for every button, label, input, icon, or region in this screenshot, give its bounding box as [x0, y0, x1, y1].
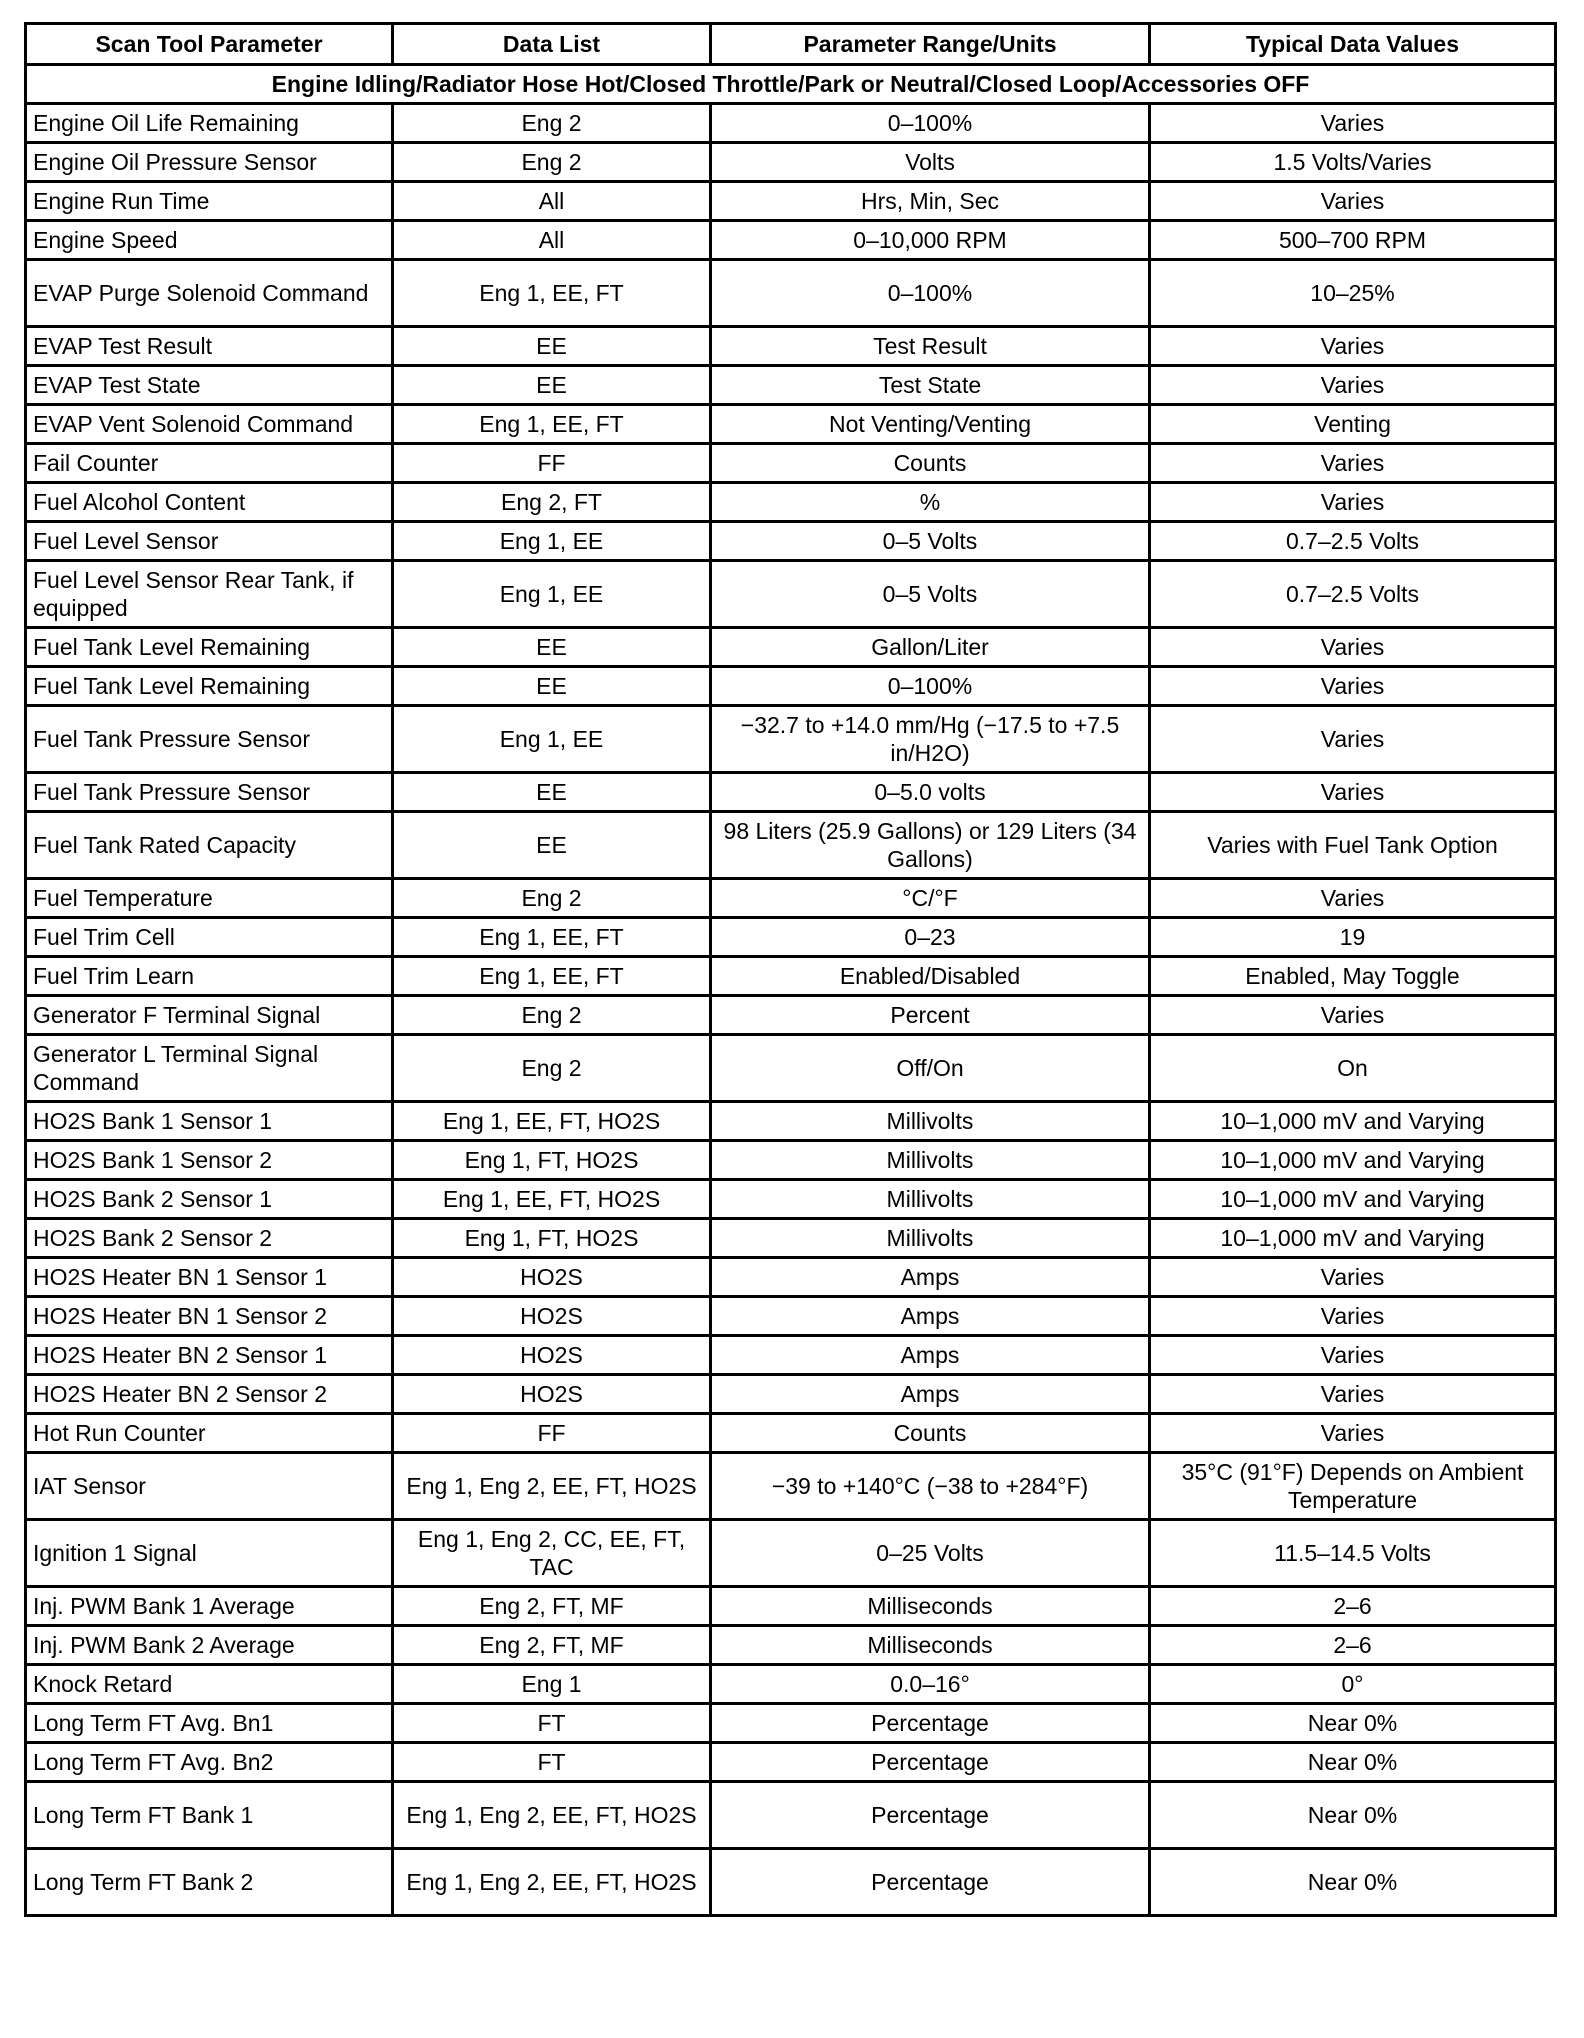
table-row: [26, 1180, 1556, 1219]
data-list-cell: HO2S: [393, 1258, 711, 1297]
table-row: [26, 918, 1556, 957]
parameter-cell: HO2S Bank 2 Sensor 2: [26, 1219, 393, 1258]
range-units-cell: Gallon/Liter: [711, 628, 1150, 667]
parameter-cell: HO2S Bank 1 Sensor 1: [26, 1102, 393, 1141]
parameter-cell: Hot Run Counter: [26, 1414, 393, 1453]
table-row: [26, 957, 1556, 996]
parameter-cell: Generator F Terminal Signal: [26, 996, 393, 1035]
parameter-cell: HO2S Bank 2 Sensor 1: [26, 1180, 393, 1219]
typical-value-cell: Varies: [1150, 1336, 1556, 1375]
table-row: [26, 1704, 1556, 1743]
range-units-cell: −39 to +140°C (−38 to +284°F): [711, 1453, 1150, 1520]
table-row: [26, 706, 1556, 773]
parameter-cell: EVAP Test State: [26, 366, 393, 405]
typical-value-cell: 10–1,000 mV and Varying: [1150, 1180, 1556, 1219]
data-list-cell: Eng 1, EE, FT: [393, 260, 711, 327]
data-list-cell: All: [393, 221, 711, 260]
range-units-cell: 0–25 Volts: [711, 1520, 1150, 1587]
parameter-cell: Long Term FT Bank 2: [26, 1849, 393, 1916]
parameter-cell: Fuel Alcohol Content: [26, 483, 393, 522]
data-list-cell: EE: [393, 327, 711, 366]
range-units-cell: 0–5 Volts: [711, 561, 1150, 628]
typical-value-cell: 0.7–2.5 Volts: [1150, 561, 1556, 628]
header-parameter-range-units: Parameter Range/Units: [711, 24, 1150, 65]
range-units-cell: Millivolts: [711, 1141, 1150, 1180]
range-units-cell: Percentage: [711, 1704, 1150, 1743]
typical-value-cell: 500–700 RPM: [1150, 221, 1556, 260]
data-list-cell: FF: [393, 1414, 711, 1453]
range-units-cell: 0–23: [711, 918, 1150, 957]
table-row: [26, 1849, 1556, 1916]
parameter-cell: HO2S Bank 1 Sensor 2: [26, 1141, 393, 1180]
range-units-cell: Percent: [711, 996, 1150, 1035]
typical-value-cell: 0.7–2.5 Volts: [1150, 522, 1556, 561]
typical-value-cell: Varies: [1150, 1258, 1556, 1297]
data-list-cell: Eng 1, Eng 2, EE, FT, HO2S: [393, 1782, 711, 1849]
data-list-cell: Eng 1, EE, FT, HO2S: [393, 1102, 711, 1141]
parameter-cell: EVAP Purge Solenoid Command: [26, 260, 393, 327]
range-units-cell: Millivolts: [711, 1180, 1150, 1219]
typical-value-cell: Varies: [1150, 667, 1556, 706]
header-data-list: Data List: [393, 24, 711, 65]
scan-tool-data-table: [24, 22, 1557, 1917]
range-units-cell: Millivolts: [711, 1219, 1150, 1258]
range-units-cell: Enabled/Disabled: [711, 957, 1150, 996]
data-list-cell: Eng 1, Eng 2, EE, FT, HO2S: [393, 1849, 711, 1916]
range-units-cell: 98 Liters (25.9 Gallons) or 129 Liters (34 Gallons): [711, 812, 1150, 879]
parameter-cell: Fuel Tank Rated Capacity: [26, 812, 393, 879]
typical-value-cell: Varies: [1150, 996, 1556, 1035]
range-units-cell: Counts: [711, 444, 1150, 483]
table-row: [26, 405, 1556, 444]
range-units-cell: Off/On: [711, 1035, 1150, 1102]
data-list-cell: Eng 1, EE, FT: [393, 918, 711, 957]
typical-value-cell: Near 0%: [1150, 1849, 1556, 1916]
parameter-cell: Engine Run Time: [26, 182, 393, 221]
table-row: [26, 1782, 1556, 1849]
typical-value-cell: Varies: [1150, 104, 1556, 143]
parameter-cell: Inj. PWM Bank 1 Average: [26, 1587, 393, 1626]
test-condition-row: [26, 65, 1556, 104]
parameter-cell: Fuel Tank Level Remaining: [26, 667, 393, 706]
parameter-cell: Long Term FT Avg. Bn1: [26, 1704, 393, 1743]
range-units-cell: Percentage: [711, 1743, 1150, 1782]
typical-value-cell: Venting: [1150, 405, 1556, 444]
table-row: [26, 1336, 1556, 1375]
data-list-cell: EE: [393, 667, 711, 706]
range-units-cell: Milliseconds: [711, 1587, 1150, 1626]
table-row: [26, 561, 1556, 628]
table-row: [26, 1297, 1556, 1336]
data-list-cell: FF: [393, 444, 711, 483]
table-row: [26, 1035, 1556, 1102]
table-row: [26, 1219, 1556, 1258]
data-list-cell: Eng 2, FT, MF: [393, 1587, 711, 1626]
parameter-cell: Long Term FT Avg. Bn2: [26, 1743, 393, 1782]
parameter-cell: Fail Counter: [26, 444, 393, 483]
data-list-cell: Eng 2: [393, 879, 711, 918]
data-list-cell: Eng 1, Eng 2, EE, FT, HO2S: [393, 1453, 711, 1520]
typical-value-cell: Varies: [1150, 444, 1556, 483]
typical-value-cell: Varies: [1150, 182, 1556, 221]
header-scan-tool-parameter: Scan Tool Parameter: [26, 24, 393, 65]
typical-value-cell: On: [1150, 1035, 1556, 1102]
parameter-cell: HO2S Heater BN 1 Sensor 2: [26, 1297, 393, 1336]
table-row: [26, 996, 1556, 1035]
range-units-cell: −32.7 to +14.0 mm/Hg (−17.5 to +7.5 in/H2O): [711, 706, 1150, 773]
parameter-cell: Generator L Terminal Signal Command: [26, 1035, 393, 1102]
data-list-cell: All: [393, 182, 711, 221]
data-list-cell: Eng 1: [393, 1665, 711, 1704]
header-typical-data-values: Typical Data Values: [1150, 24, 1556, 65]
typical-value-cell: Varies: [1150, 773, 1556, 812]
table-row: [26, 1626, 1556, 1665]
typical-value-cell: Varies: [1150, 628, 1556, 667]
data-list-cell: Eng 1, FT, HO2S: [393, 1141, 711, 1180]
typical-value-cell: Varies: [1150, 1297, 1556, 1336]
table-row: [26, 1665, 1556, 1704]
range-units-cell: Milliseconds: [711, 1626, 1150, 1665]
typical-value-cell: Varies: [1150, 1375, 1556, 1414]
data-list-cell: Eng 2: [393, 1035, 711, 1102]
data-list-cell: Eng 1, Eng 2, CC, EE, FT, TAC: [393, 1520, 711, 1587]
table-row: [26, 260, 1556, 327]
range-units-cell: Hrs, Min, Sec: [711, 182, 1150, 221]
table-row: [26, 104, 1556, 143]
parameter-cell: Engine Oil Life Remaining: [26, 104, 393, 143]
parameter-cell: EVAP Vent Solenoid Command: [26, 405, 393, 444]
typical-value-cell: Varies: [1150, 706, 1556, 773]
parameter-cell: EVAP Test Result: [26, 327, 393, 366]
data-list-cell: EE: [393, 812, 711, 879]
data-list-cell: Eng 2: [393, 996, 711, 1035]
typical-value-cell: Near 0%: [1150, 1782, 1556, 1849]
range-units-cell: %: [711, 483, 1150, 522]
range-units-cell: Not Venting/Venting: [711, 405, 1150, 444]
range-units-cell: 0–100%: [711, 260, 1150, 327]
table-row: [26, 327, 1556, 366]
data-list-cell: Eng 2: [393, 104, 711, 143]
range-units-cell: Amps: [711, 1375, 1150, 1414]
data-list-cell: Eng 1, FT, HO2S: [393, 1219, 711, 1258]
typical-value-cell: 35°C (91°F) Depends on Ambient Temperature: [1150, 1453, 1556, 1520]
data-list-cell: Eng 1, EE: [393, 706, 711, 773]
typical-value-cell: Varies: [1150, 366, 1556, 405]
table-row: [26, 1141, 1556, 1180]
parameter-cell: Long Term FT Bank 1: [26, 1782, 393, 1849]
typical-value-cell: 10–1,000 mV and Varying: [1150, 1141, 1556, 1180]
range-units-cell: Millivolts: [711, 1102, 1150, 1141]
table-row: [26, 1102, 1556, 1141]
data-list-cell: EE: [393, 628, 711, 667]
parameter-cell: Fuel Tank Level Remaining: [26, 628, 393, 667]
data-list-cell: Eng 1, EE, FT: [393, 405, 711, 444]
table-row: [26, 182, 1556, 221]
range-units-cell: Amps: [711, 1336, 1150, 1375]
range-units-cell: 0–100%: [711, 104, 1150, 143]
range-units-cell: 0–5.0 volts: [711, 773, 1150, 812]
range-units-cell: 0–5 Volts: [711, 522, 1150, 561]
data-list-cell: EE: [393, 366, 711, 405]
typical-value-cell: 0°: [1150, 1665, 1556, 1704]
data-list-cell: FT: [393, 1704, 711, 1743]
data-list-cell: Eng 2, FT, MF: [393, 1626, 711, 1665]
range-units-cell: °C/°F: [711, 879, 1150, 918]
table-row: [26, 444, 1556, 483]
header-row: [26, 24, 1556, 65]
typical-value-cell: Near 0%: [1150, 1704, 1556, 1743]
data-list-cell: Eng 2, FT: [393, 483, 711, 522]
data-list-cell: HO2S: [393, 1375, 711, 1414]
data-list-cell: Eng 1, EE: [393, 522, 711, 561]
parameter-cell: Ignition 1 Signal: [26, 1520, 393, 1587]
typical-value-cell: Near 0%: [1150, 1743, 1556, 1782]
range-units-cell: Counts: [711, 1414, 1150, 1453]
range-units-cell: Amps: [711, 1258, 1150, 1297]
typical-value-cell: Varies: [1150, 1414, 1556, 1453]
typical-value-cell: Enabled, May Toggle: [1150, 957, 1556, 996]
data-list-cell: FT: [393, 1743, 711, 1782]
typical-value-cell: Varies: [1150, 879, 1556, 918]
table-row: [26, 667, 1556, 706]
table-row: [26, 483, 1556, 522]
parameter-cell: Fuel Level Sensor: [26, 522, 393, 561]
typical-value-cell: 10–25%: [1150, 260, 1556, 327]
range-units-cell: Amps: [711, 1297, 1150, 1336]
parameter-cell: Fuel Temperature: [26, 879, 393, 918]
typical-value-cell: 2–6: [1150, 1626, 1556, 1665]
table-row: [26, 1414, 1556, 1453]
typical-value-cell: 11.5–14.5 Volts: [1150, 1520, 1556, 1587]
table-row: [26, 522, 1556, 561]
data-list-cell: Eng 1, EE, FT: [393, 957, 711, 996]
data-list-cell: EE: [393, 773, 711, 812]
parameter-cell: Engine Speed: [26, 221, 393, 260]
data-list-cell: HO2S: [393, 1297, 711, 1336]
range-units-cell: Percentage: [711, 1849, 1150, 1916]
table-row: [26, 879, 1556, 918]
parameter-cell: Knock Retard: [26, 1665, 393, 1704]
table-row: [26, 366, 1556, 405]
parameter-cell: Fuel Trim Learn: [26, 957, 393, 996]
typical-value-cell: 2–6: [1150, 1587, 1556, 1626]
parameter-cell: Engine Oil Pressure Sensor: [26, 143, 393, 182]
typical-value-cell: Varies with Fuel Tank Option: [1150, 812, 1556, 879]
parameter-cell: Fuel Tank Pressure Sensor: [26, 706, 393, 773]
typical-value-cell: Varies: [1150, 483, 1556, 522]
parameter-cell: HO2S Heater BN 1 Sensor 1: [26, 1258, 393, 1297]
range-units-cell: 0–100%: [711, 667, 1150, 706]
range-units-cell: Volts: [711, 143, 1150, 182]
typical-value-cell: Varies: [1150, 327, 1556, 366]
parameter-cell: Inj. PWM Bank 2 Average: [26, 1626, 393, 1665]
parameter-cell: HO2S Heater BN 2 Sensor 1: [26, 1336, 393, 1375]
table-row: [26, 773, 1556, 812]
table-row: [26, 812, 1556, 879]
typical-value-cell: 10–1,000 mV and Varying: [1150, 1219, 1556, 1258]
data-list-cell: Eng 1, EE: [393, 561, 711, 628]
table-row: [26, 1587, 1556, 1626]
range-units-cell: Test State: [711, 366, 1150, 405]
table-row: [26, 1375, 1556, 1414]
parameter-cell: Fuel Tank Pressure Sensor: [26, 773, 393, 812]
scan-tool-data-page: [24, 22, 1554, 1917]
data-list-cell: HO2S: [393, 1336, 711, 1375]
range-units-cell: Percentage: [711, 1782, 1150, 1849]
typical-value-cell: 19: [1150, 918, 1556, 957]
table-row: [26, 1258, 1556, 1297]
data-list-cell: Eng 2: [393, 143, 711, 182]
parameter-cell: IAT Sensor: [26, 1453, 393, 1520]
data-list-cell: Eng 1, EE, FT, HO2S: [393, 1180, 711, 1219]
table-row: [26, 1520, 1556, 1587]
range-units-cell: Test Result: [711, 327, 1150, 366]
table-row: [26, 143, 1556, 182]
table-row: [26, 628, 1556, 667]
table-row: [26, 1453, 1556, 1520]
range-units-cell: 0–10,000 RPM: [711, 221, 1150, 260]
typical-value-cell: 1.5 Volts/Varies: [1150, 143, 1556, 182]
typical-value-cell: 10–1,000 mV and Varying: [1150, 1102, 1556, 1141]
parameter-cell: Fuel Trim Cell: [26, 918, 393, 957]
parameter-cell: Fuel Level Sensor Rear Tank, if equipped: [26, 561, 393, 628]
range-units-cell: 0.0–16°: [711, 1665, 1150, 1704]
table-row: [26, 1743, 1556, 1782]
test-condition: Engine Idling/Radiator Hose Hot/Closed Throttle/Park or Neutral/Closed Loop/Accessories OFF: [26, 65, 1556, 104]
table-row: [26, 221, 1556, 260]
parameter-cell: HO2S Heater BN 2 Sensor 2: [26, 1375, 393, 1414]
